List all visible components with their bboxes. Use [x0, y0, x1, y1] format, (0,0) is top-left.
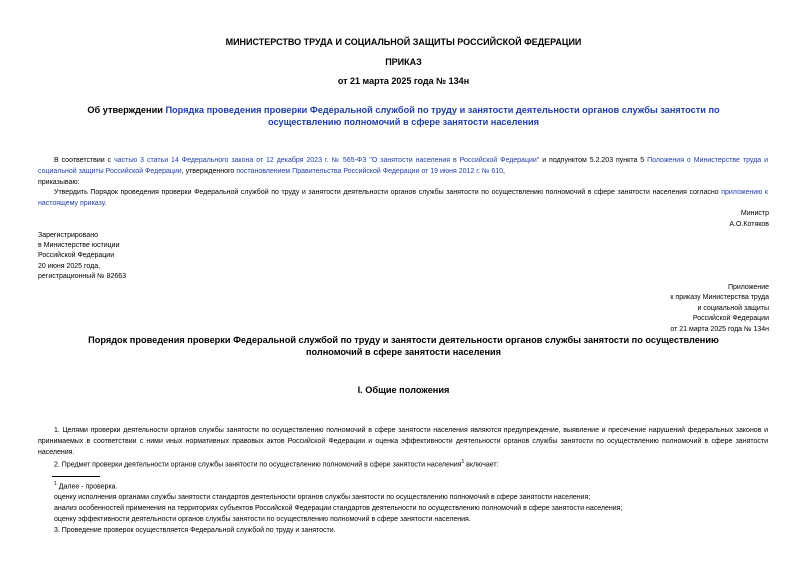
preamble-text-1: В соответствии с: [54, 157, 115, 164]
order-title-prefix: Об утверждении: [87, 105, 166, 115]
paragraph-2-text: 2. Предмет проверки деятельности органов службы занятости по осуществлению полномочий в сфере занятости населения: [54, 461, 462, 469]
preamble-text-4: ,: [503, 168, 505, 175]
preamble-text-3: , утвержденного: [181, 168, 237, 175]
section-title: I. Общие положения: [357, 385, 450, 395]
list-item: анализ особенностей применения на территориях субъектов Российской Федерации стандартов деятельности по осуществлению полномочий в сфере занятости населения;: [54, 505, 623, 512]
footnote: [54, 479, 118, 492]
list-item: оценку эффективности деятельности органов службы занятости по осуществлению полномочий в сфере занятости населения.: [54, 516, 471, 523]
approve-end: .: [104, 200, 107, 207]
footnote-divider: [52, 476, 100, 477]
registration-line: в Министерстве юстиции: [38, 242, 120, 249]
regulation-link[interactable]: Положения о Министерстве труда и социальной защиты Российской Федерации: [38, 157, 768, 175]
appendix-link[interactable]: приложению к настоящему приказу: [38, 189, 768, 207]
approve-paragraph: [38, 187, 768, 209]
appendix-header-line: Приложение: [727, 284, 769, 291]
appendix-header-line: Российской Федерации: [692, 315, 769, 322]
order-title-link[interactable]: Порядка проведения проверки Федеральной службой по труду и занятости деятельности органов службы занятости по осуществлению полномочий в сфере занятости населения: [165, 105, 720, 127]
order-title: [55, 104, 752, 128]
law-link[interactable]: частью 3 статьи 14 Федерального закона от 12 декабря 2023 г. № 565-ФЗ "О занятости населения в Российской Федерации": [114, 157, 540, 164]
preamble-text-2: и подпунктом 5.2.203 пункта 5: [539, 157, 648, 164]
government-decree-link[interactable]: постановлением Правительства Российской Федерации от 19 июня 2012 г. № 610: [236, 168, 504, 175]
appendix-header-line: и социальной защиты: [697, 305, 769, 312]
doc-date-number: от 21 марта 2025 года № 134н: [337, 76, 470, 86]
approve-text: Утвердить Порядок проведения проверки Федеральной службой по труду и занятости деятельности органов службы занятости по осуществлению полномочий в сфере занятости населения согласно: [54, 189, 722, 196]
ministry-name: МИНИСТЕРСТВО ТРУДА И СОЦИАЛЬНОЙ ЗАЩИТЫ РОССИЙСКОЙ ФЕДЕРАЦИИ: [225, 37, 582, 47]
registration-line: Российской Федерации: [38, 252, 115, 259]
paragraph-2: [54, 457, 499, 470]
appendix-header-line: к приказу Министерства труда: [670, 294, 769, 301]
signature-title: Министр: [740, 210, 769, 217]
paragraph-2-end: включает:: [464, 461, 499, 469]
signature-name: А.О.Котяков: [729, 221, 769, 228]
appendix-header-line: от 21 марта 2025 года № 134н: [670, 326, 769, 333]
order-word: приказываю:: [38, 179, 80, 186]
registration-line: Зарегистрировано: [38, 232, 98, 239]
preamble-paragraph: [38, 155, 768, 177]
appendix-title: Порядок проведения проверки Федеральной службой по труду и занятости деятельности органов службы занятости по осуществлению полномочий в сфере занятости населения: [88, 335, 719, 357]
paragraph-1: 1. Целями проверки деятельности органов службы занятости по осуществлению полномочий в сфере занятости населения являются предупреждение, выявление и пресечение нарушений федеральных законов и принимаемых в соответствии с ними иных нормативных правовых актов Российской Федерации и оценка эффективности деятельности органов службы занятости по осуществлению полномочий в сфере занятости населения.: [38, 427, 768, 456]
registration-line: регистрационный № 82663: [38, 273, 127, 280]
footnote-reference[interactable]: 1: [461, 459, 465, 465]
footnote-text: Далее - проверка.: [56, 483, 118, 491]
doc-type: ПРИКАЗ: [385, 57, 422, 67]
paragraph-3: 3. Проведение проверок осуществляется Федеральной службой по труду и занятости.: [54, 527, 336, 534]
registration-line: 20 июня 2025 года,: [38, 263, 101, 270]
footnote-mark: 1: [54, 481, 57, 487]
list-item: оценку исполнения органами службы занятости стандартов деятельности органов службы занятости по осуществлению полномочий в сфере занятости населения;: [54, 494, 591, 501]
